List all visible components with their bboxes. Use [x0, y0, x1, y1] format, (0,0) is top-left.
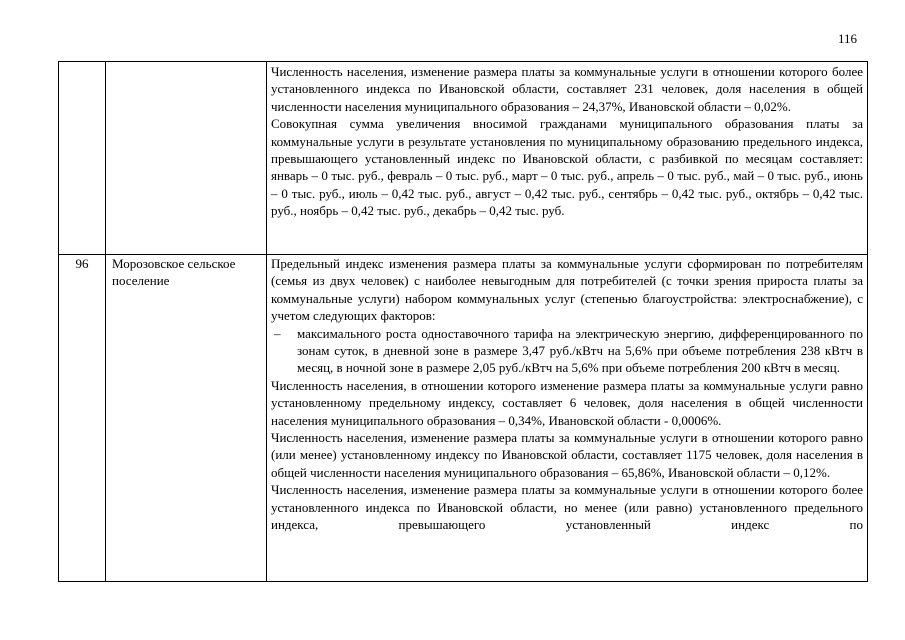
municipality-name-cell	[106, 62, 267, 255]
bullet-dash: –	[274, 325, 281, 341]
population-paragraph: Численность населения, изменение размера платы за коммунальные услуги в отношении которого более установленного индекса по Ивановской области, составляет 231 человек, доля населения в общей численности населения муниципального образования – 24,37%, Ивановской области – 0,02%.	[271, 64, 863, 114]
payment-increase-paragraph: Совокупная сумма увеличения вносимой гражданами муниципального образования платы за коммунальные услуги в результате установления по муниципальному образованию предельного индекса, превышающего установленный индекс по Ивановской области, с разбивкой по месяцам составляет: январь – 0 тыс. руб., февраль – 0 тыс. руб., март – 0 тыс. руб., апрель – 0 тыс. руб., май – 0 тыс. руб., июнь – 0 тыс. руб., июль – 0,42 тыс. руб., август – 0,42 тыс. руб., сентябрь – 0,42 тыс. руб., октябрь – 0,42 тыс. руб., ноябрь – 0,42 тыс. руб., декабрь – 0,42 тыс. руб.	[271, 116, 863, 219]
population-above-index-paragraph: Численность населения, изменение размера платы за коммунальные услуги в отношении которого более установленного индекса по Ивановской области, но менее (или равно) установленного предельного индекса, превышающего установленный индекс по	[271, 482, 863, 533]
page-number: 116	[838, 31, 858, 46]
table-row	[59, 255, 868, 582]
factor-list-item	[271, 325, 863, 377]
population-below-index-paragraph: Численность населения, изменение размера платы за коммунальные услуги в отношении которого равно (или менее) установленному индексу по Ивановской области, составляет 1175 человек, доля населения в общей численности населения муниципального образования – 65,86%, Ивановской области – 0,12%.	[271, 430, 863, 480]
row-number-cell	[59, 62, 106, 255]
description-cell	[267, 255, 868, 582]
index-intro-paragraph: Предельный индекс изменения размера платы за коммунальные услуги сформирован по потребителям (семья из двух человек) с наиболее невыгодным для потребителей (с точки зрения прироста платы за коммунальные услуги) набором коммунальных услуг (степенью благоустройства: электроснабжение), с учетом следующих факторов:	[271, 256, 863, 324]
municipal-index-table	[58, 61, 868, 582]
population-equal-limit-paragraph: Численность населения, в отношении которого изменение размера платы за коммунальные услуги равно установленному предельному индексу, составляет 6 человек, доля населения в общей численности населения муниципального образования – 0,34%, Ивановской области - 0,0006%.	[271, 377, 863, 428]
factor-text: максимального роста одноставочного тарифа на электрическую энергию, дифференцированного по зонам суток, в дневной зоне в размере 3,47 руб./кВтч на 5,6% при объеме потребления 238 кВтч в месяц, в ночной зоне в размере 2,05 руб./кВтч на 5,6% при объеме потребления 200 кВтч в месяц.	[297, 325, 863, 376]
table-row	[59, 62, 868, 255]
row-number-cell: 96	[59, 255, 106, 582]
municipality-name-cell: Морозовское сельское поселение	[106, 255, 267, 582]
description-cell	[267, 62, 868, 255]
